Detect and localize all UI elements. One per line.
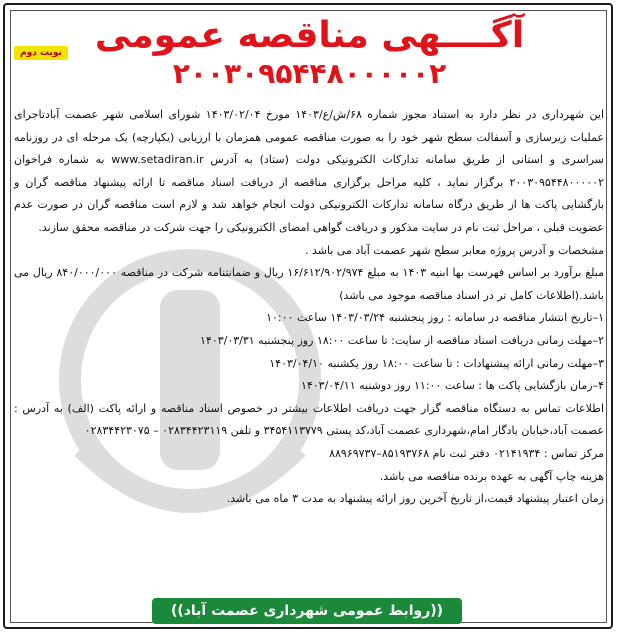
footer-banner: ((روابط عمومی شهرداری عصمت آباد)) xyxy=(152,598,462,624)
schedule-item-3: ۳–مهلت زمانی ارائه پیشنهادات : تا ساعت ۱۸:۰۰ روز یکشنبه ۱۴۰۳/۰۴/۱۰ xyxy=(269,356,604,370)
intro-paragraph: این شهرداری در نظر دارد به استناد مجوز شماره ۶۸/ش/ع/۱۴۰۳ مورخ ۱۴۰۳/۰۲/۰۴ شورای اسلامی شهر عصمت آبادتاجرای عملیات زیرسازی و آسفالت سطح شهر خود را به صورت مناقصه عمومی همزمان با ارزیابی (یکپارچه) یک مرحله ای در روزنامه سراسری و استانی از طریق سامانه تدارکات الکترونیکی دولت (ستاد) به آدرس www.setadiran.ir به شماره فراخوان ۲۰۰۳۰۹۵۴۴۸۰۰۰۰۰۲ برگزار نماید ، کلیه مراحل برگزاری مناقصه از دریافت اسناد مناقصه تا ارائه پیشنهاد مناقصه گران و بازگشایی پاکت ها از طریق درگاه سامانه تدارکات الکترونیکی دولت انجام خواهد شد و لازم است مناقصه گران در صورت عدم عضویت قبلی ، مراحل ثبت نام در سایت مذکور و دریافت گواهی امضای الکترونیکی را جهت شرکت در مناقصه محقق سازند. xyxy=(14,108,605,234)
schedule-item-2: ۲–مهلت زمانی دریافت اسناد مناقصه از سایت: تا ساعت ۱۸:۰۰ روز پنجشنبه ۱۴۰۳/۰۳/۳۱ xyxy=(199,333,604,347)
validity-line: زمان اعتبار پیشنهاد قیمت،از تاریخ آخرین روز ارائه پیشنهاد به مدت ۳ ماه می باشد. xyxy=(226,492,604,506)
second-publication-badge: نوبت دوم xyxy=(14,46,68,60)
ad-cost-line: هزینه چاپ آگهی به عهده برنده مناقصه می باشد. xyxy=(379,469,604,483)
project-address-line: مشخصات و آدرس پروژه معابر سطح شهر عصمت آباد می باشد . xyxy=(304,243,604,257)
contact-paragraph: اطلاعات تماس به دستگاه مناقصه گزار جهت دریافت اطلاعات بیشتر در خصوص اسناد مناقصه و ارائه پاکت (الف) به آدرس : عصمت آباد،خیابان یادگار امام،شهرداری عصمت آباد،کد پستی ۳۴۵۴۱۱۳۷۷۹ و تلفن ۰۲۸۳۴۴۲۳۱۱۹ – ۰۲۸۳۴۴۲۳۰۷۵ xyxy=(14,401,604,438)
call-center-line: مرکز تماس : ۰۲۱۴۱۹۳۴ دفتر ثبت نام ۸۵۱۹۳۷۶۸–۸۸۹۶۹۷۳۷ xyxy=(329,446,604,460)
schedule-item-4: ۴–زمان بازگشایی پاکت ها : ساعت ۱۱:۰۰ روز دوشنبه ۱۴۰۳/۰۴/۱۱ xyxy=(300,379,604,393)
page-title: آگــــهی مناقصه عمومی xyxy=(94,15,525,56)
tender-number: ۲۰۰۳۰۹۵۴۴۸۰۰۰۰۰۲ xyxy=(172,57,447,90)
estimate-paragraph: مبلغ برآورد بر اساس فهرست بها ابنیه ۱۴۰۳ به مبلغ ۱۶/۶۱۲/۹۰۲/۹۷۴ ریال و ضمانتنامه شرکت در مناقصه ۸۴۰/۰۰۰/۰۰۰ ریال می باشد.(اطلاعات کامل تر در اسناد مناقصه موجود می باشد) xyxy=(14,266,604,302)
schedule-item-1: ۱–تاریخ انتشار مناقصه در سامانه : روز پنجشنبه ۱۴۰۳/۰۳/۲۴ ساعت ۱۰:۰۰ xyxy=(266,311,604,325)
notice-body xyxy=(14,104,604,511)
